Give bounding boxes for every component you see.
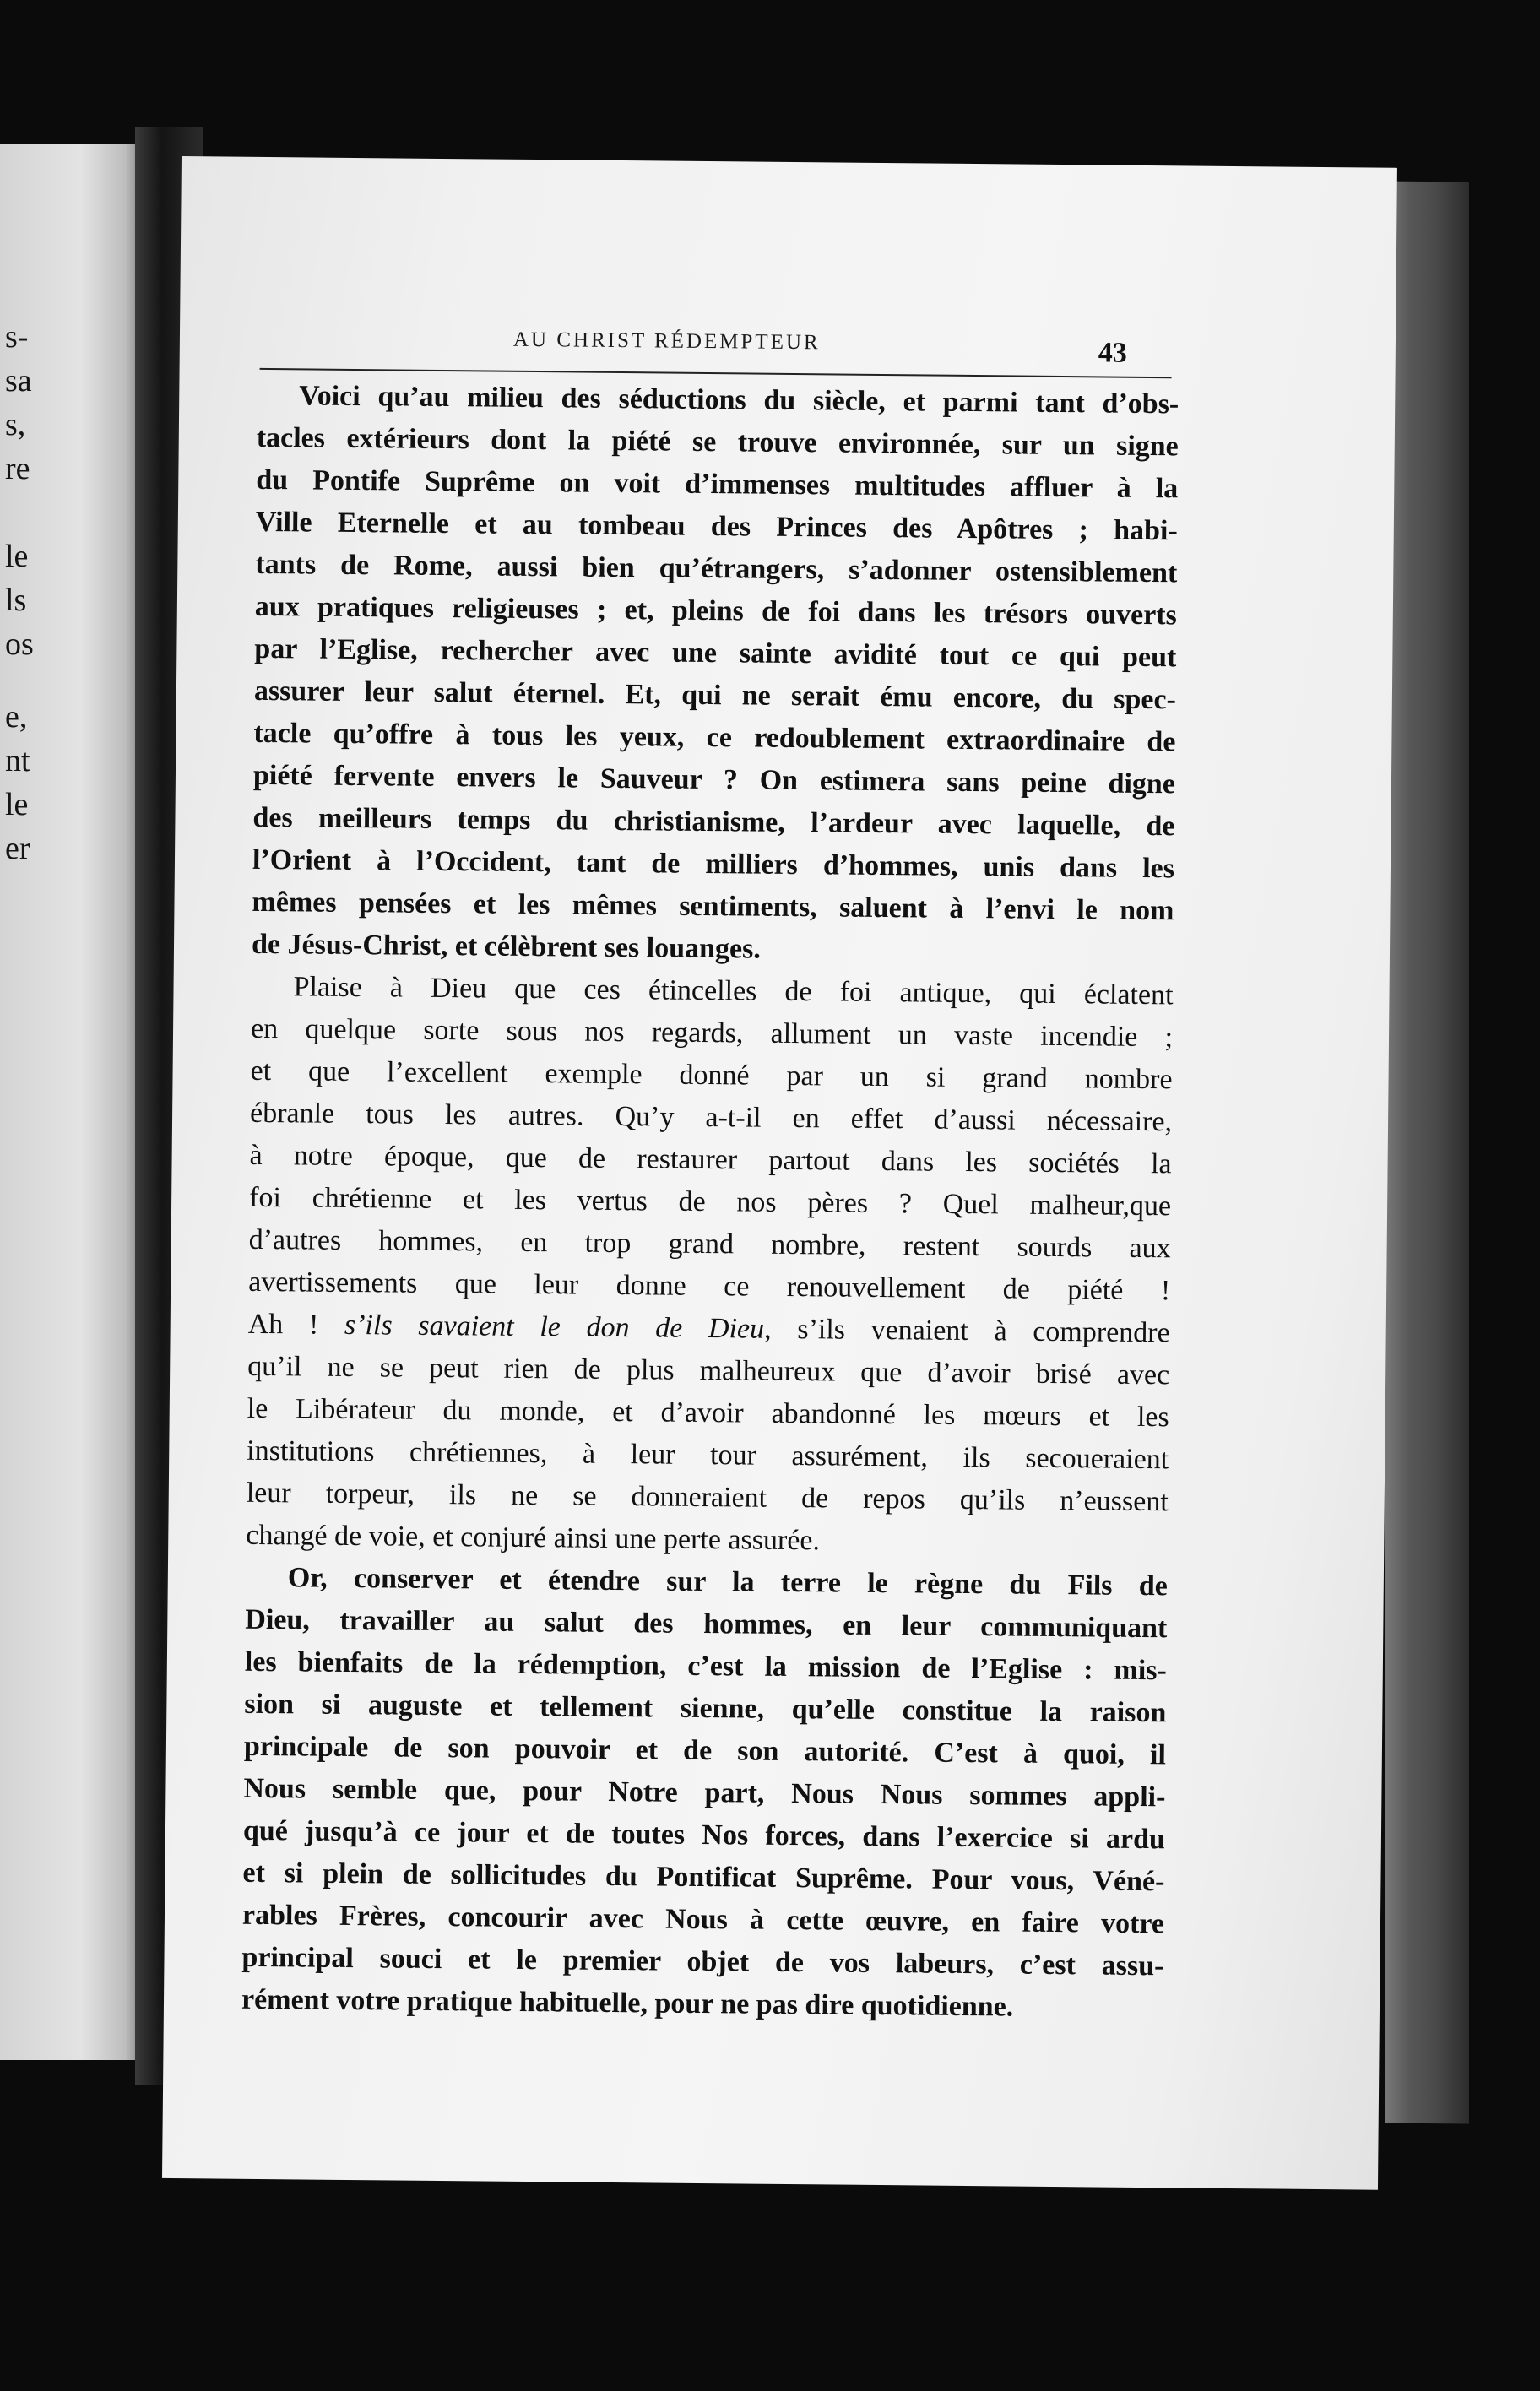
text-line: à notre époque, que de restaurer partout dans les sociétés la xyxy=(249,1139,1172,1180)
text-line: avertissements que leur donne ce renouvellement de piété ! xyxy=(248,1266,1171,1307)
paragraph xyxy=(252,375,1179,974)
facing-page-fragment: le xyxy=(5,539,29,574)
italic-quote: s’ils savaient le don de Dieu xyxy=(344,1309,765,1345)
text-line: foi chrétienne et les vertus de nos pères ? Quel malheur,que xyxy=(248,1181,1172,1223)
text-line: Ville Eternelle et au tombeau des Princes des Apôtres ; habi- xyxy=(255,506,1178,547)
text-line: tacles extérieurs dont la piété se trouve environnée, sur un signe xyxy=(256,421,1179,463)
book-page xyxy=(162,156,1397,2190)
text-line: ébranle tous les autres. Qu’y a-t-il en effet d’aussi nécessaire, xyxy=(249,1097,1173,1138)
page-number: 43 xyxy=(1098,337,1127,369)
facing-page-fragment: os xyxy=(5,626,34,662)
text-line: et que l’excellent exemple donné par un si grand nombre xyxy=(250,1055,1173,1096)
text-line: le Libérateur du monde, et d’avoir abandonné les mœurs et les xyxy=(247,1392,1169,1434)
facing-page-fragment: s- xyxy=(5,319,29,355)
page-body xyxy=(241,375,1179,2030)
text-line: tacle qu’offre à tous les yeux, ce redoublement extraordinaire de xyxy=(253,717,1176,758)
paragraph xyxy=(241,1557,1168,2030)
book-page-edges xyxy=(1385,181,1469,2123)
text-line: principale de son pouvoir et de son autorité. C’est à quoi, il xyxy=(243,1730,1167,1771)
text-line: Or, conserver et étendre sur la terre le règne du Fils de xyxy=(287,1562,1168,1602)
text-line: changé de voie, et conjuré ainsi une perte assurée. xyxy=(246,1519,821,1557)
text-line: des meilleurs temps du christianisme, l’ardeur avec laquelle, de xyxy=(252,801,1175,843)
text-line: principal souci et le premier objet de vos labeurs, c’est assu- xyxy=(241,1941,1164,1982)
text-line: Plaise à Dieu que ces étincelles de foi antique, qui éclatent xyxy=(293,971,1174,1011)
text-line: en quelque sorte sous nos regards, allument un vaste incendie ; xyxy=(250,1012,1174,1054)
text-line: de Jésus-Christ, et célèbrent ses louanges. xyxy=(251,928,762,965)
text-line: mêmes pensées et les mêmes sentiments, saluent à l’envi le nom xyxy=(252,886,1174,927)
text-line: aux pratiques religieuses ; et, pleins de foi dans les trésors ouverts xyxy=(254,590,1178,632)
facing-page-fragment: e, xyxy=(5,699,28,735)
facing-page-fragment: ls xyxy=(5,583,27,618)
text-line: du Pontife Suprême on voit d’immenses multitudes affluer à la xyxy=(256,464,1179,505)
facing-page-fragment: sa xyxy=(5,363,32,398)
facing-page-fragment: le xyxy=(5,787,29,822)
text-line: qué jusqu’à ce jour et de toutes Nos forces, dans l’exercice si ardu xyxy=(242,1814,1166,1856)
facing-page-fragment: er xyxy=(5,831,30,866)
text-line: les bienfaits de la rédemption, c’est la mission de l’Eglise : mis- xyxy=(244,1646,1168,1687)
facing-page-fragment: s, xyxy=(5,407,26,442)
text-line: rément votre pratique habituelle, pour ne pas dire quotidienne. xyxy=(241,1983,1014,2023)
text-line: institutions chrétiennes, à leur tour assurément, ils secoueraient xyxy=(247,1434,1169,1476)
text-line: Ah ! s’ils savaient le don de Dieu, s’ils venaient à comprendre xyxy=(247,1308,1170,1349)
text-line: sion si auguste et tellement sienne, qu’elle constitue la raison xyxy=(244,1688,1167,1729)
text-line: qu’il ne se peut rien de plus malheureux que d’avoir brisé avec xyxy=(247,1350,1170,1391)
text-line: d’autres hommes, en trop grand nombre, restent sourds aux xyxy=(248,1223,1171,1265)
text-line: Voici qu’au milieu des séductions du siècle, et parmi tant d’obs- xyxy=(299,380,1179,420)
text-line: Dieu, travailler au salut des hommes, en leur communiquant xyxy=(245,1603,1168,1645)
text-line: Nous semble que, pour Notre part, Nous Nous sommes appli- xyxy=(243,1772,1166,1814)
text-line: assurer leur salut éternel. Et, qui ne serait ému encore, du spec- xyxy=(253,675,1177,716)
text-line: et si plein de sollicitudes du Pontificat Suprême. Pour vous, Véné- xyxy=(242,1857,1165,1898)
text-line: rables Frères, concourir avec Nous à cette œuvre, en faire votre xyxy=(241,1899,1165,1940)
facing-page-edge xyxy=(0,144,148,2060)
text-line: par l’Eglise, rechercher avec une sainte avidité tout ce qui peut xyxy=(254,632,1177,674)
paragraph xyxy=(246,966,1174,1565)
facing-page-fragment: re xyxy=(5,451,30,486)
text-line: l’Orient à l’Occident, tant de milliers d’hommes, unis dans les xyxy=(252,843,1175,885)
facing-page-fragment: nt xyxy=(5,743,30,778)
text-line: leur torpeur, ils ne se donneraient de repos qu’ils n’eussent xyxy=(246,1477,1169,1518)
text-line: piété fervente envers le Sauveur ? On estimera sans peine digne xyxy=(252,759,1176,800)
running-head: AU CHRIST RÉDEMPTEUR xyxy=(512,328,821,355)
text-line: tants de Rome, aussi bien qu’étrangers, s’adonner ostensiblement xyxy=(255,548,1178,589)
